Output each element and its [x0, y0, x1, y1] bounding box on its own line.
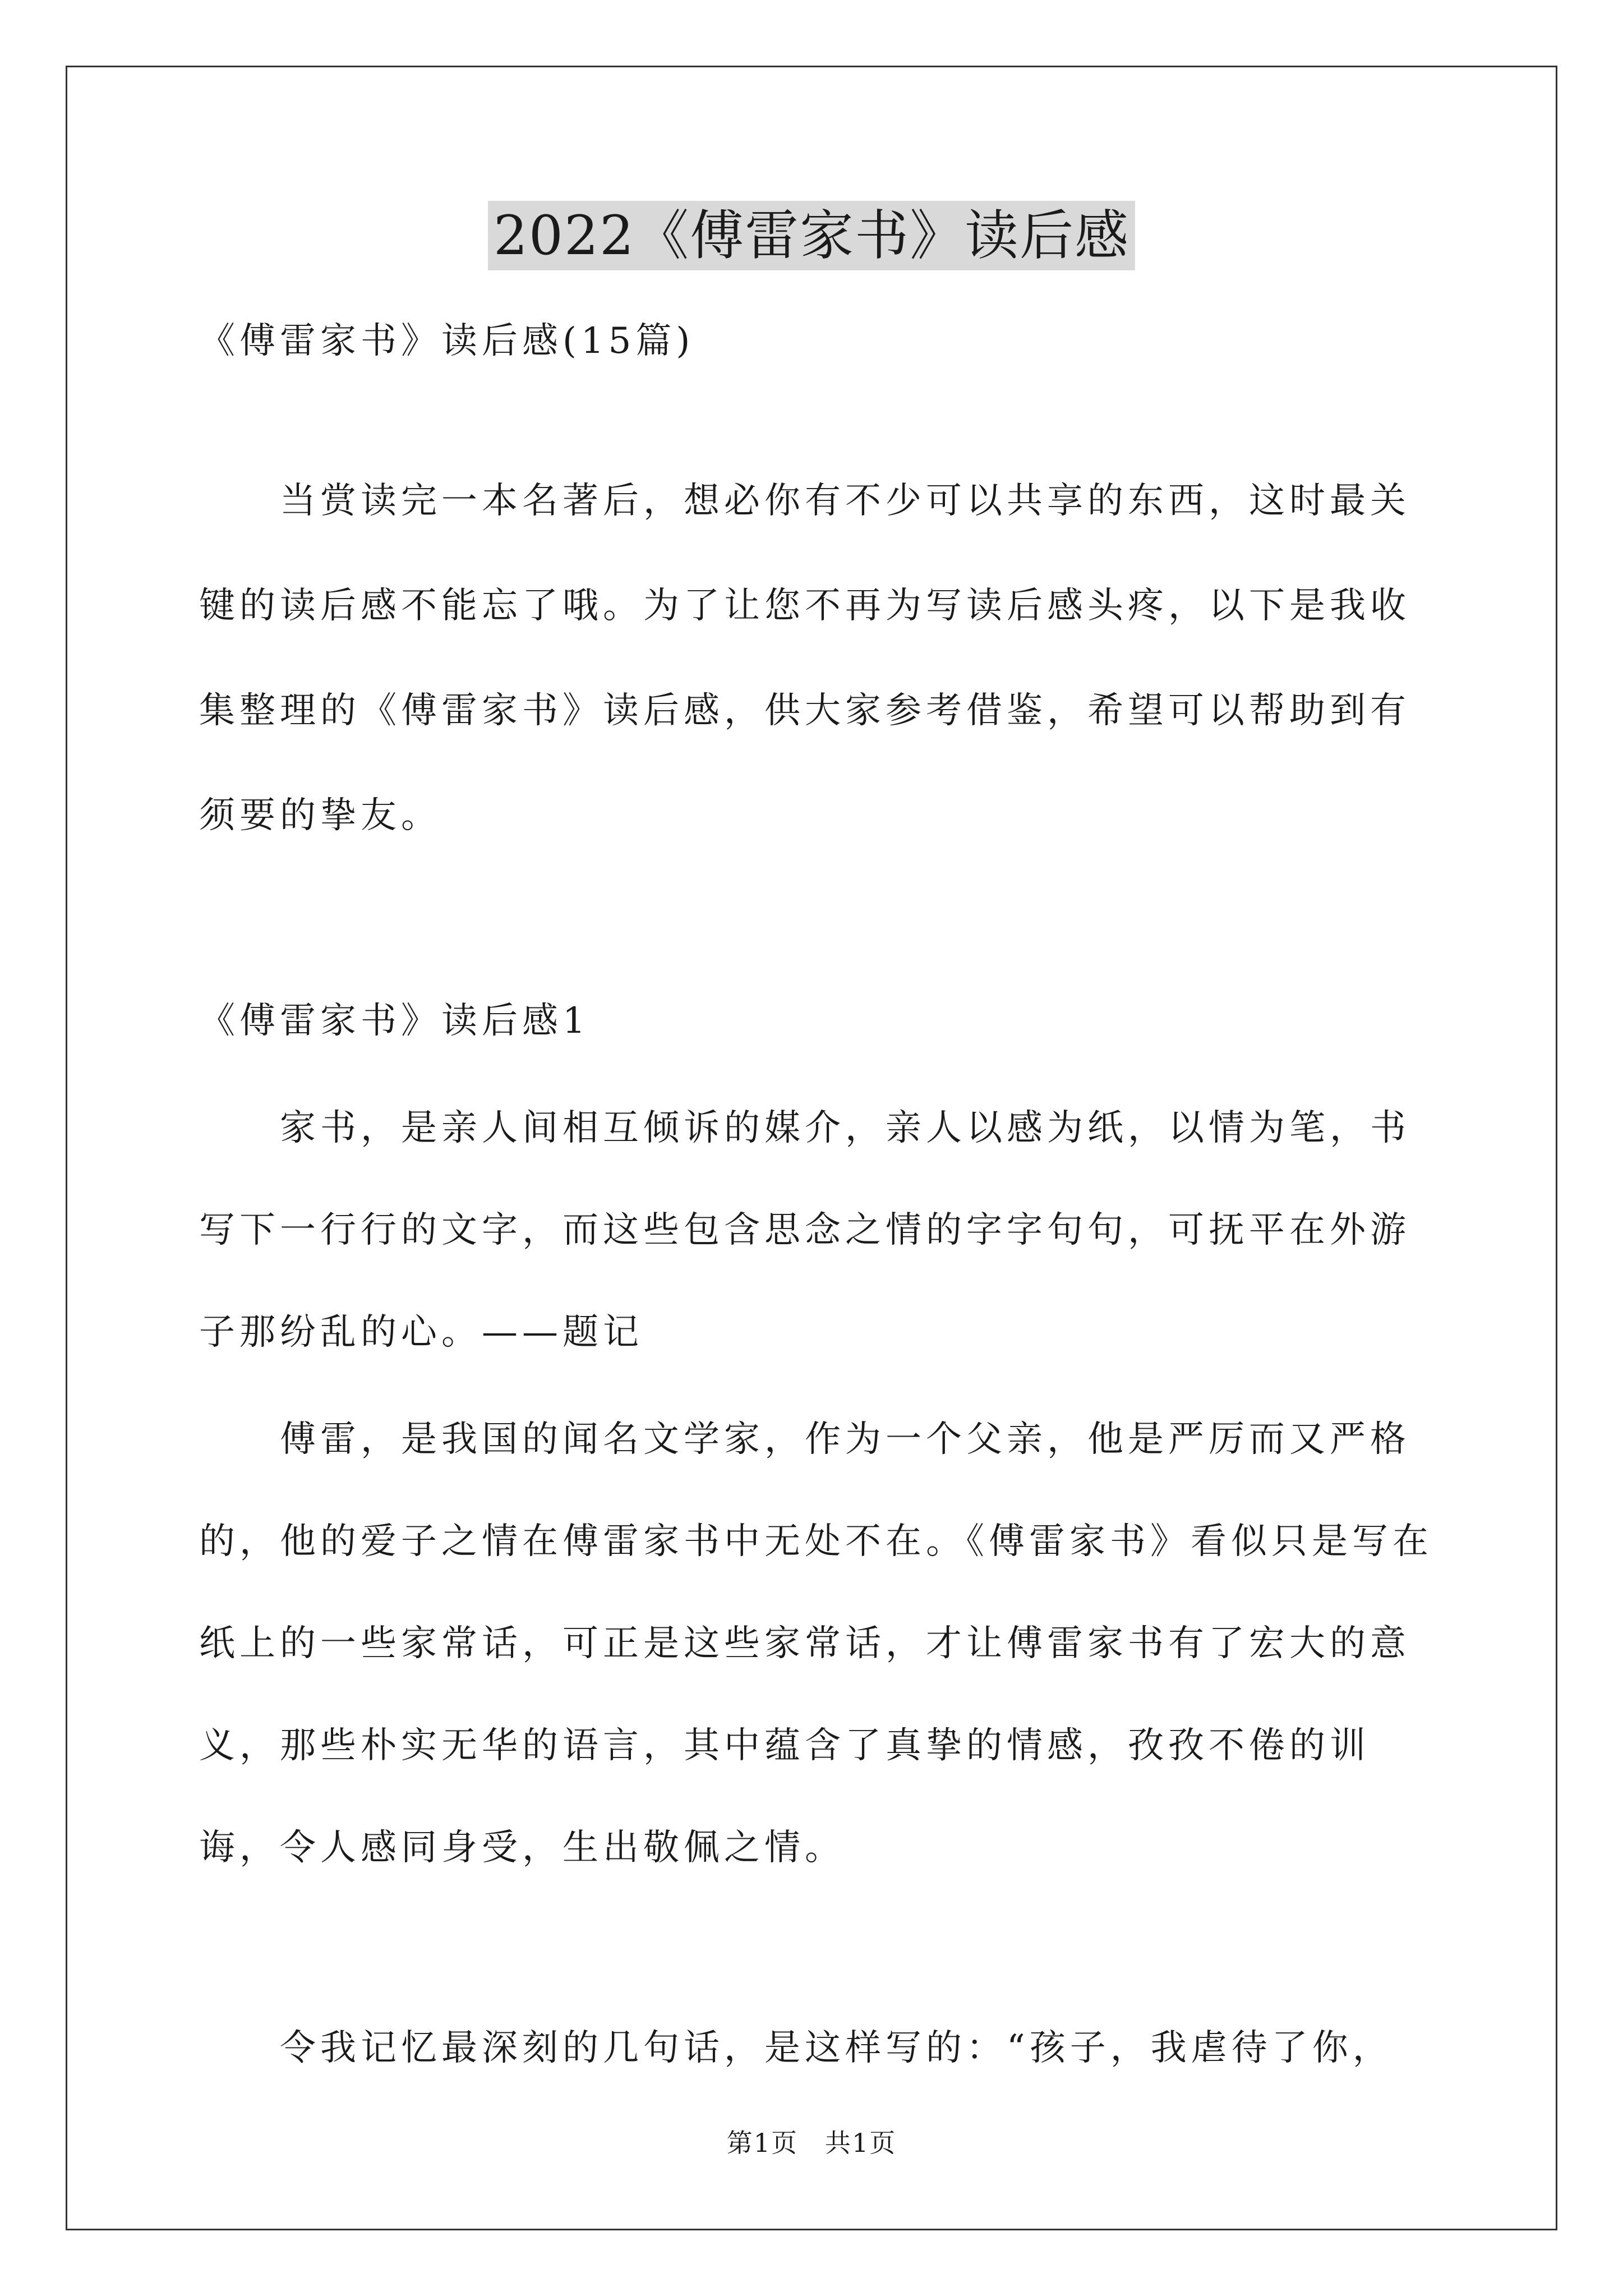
document-subtitle: 《傅雷家书》读后感(15篇) [199, 320, 695, 362]
intro-paragraph: 当赏读完一本名著后，想必你有不少可以共享的东西，这时最关键的读后感不能忘了哦。为了让您不再为写读后感头疼，以下是我收集整理的《傅雷家书》读后感，供大家参考借鉴，希望可以帮助到有须要的挚友。 [199, 480, 1410, 836]
document-title-text: 2022《傅雷家书》读后感 [488, 201, 1135, 270]
body-paragraph: 傅雷，是我国的闻名文学家，作为一个父亲，他是严厉而又严格的，他的爱子之情在傅雷家书中无处不在。《傅雷家书》看似只是写在纸上的一些家常话，可正是这些家常话，才让傅雷家书有了宏大的意义，那些朴实无华的语言，其中蕴含了真挚的情感，孜孜不倦的训诲，令人感同身受，生出敬佩之情。 [199, 1419, 1433, 1869]
body-paragraph: 令我记忆最深刻的几句话，是这样写的：“孩子，我虐待了你， [280, 2027, 1393, 2069]
page-number-footer: 第1页 共1页 [726, 2128, 897, 2158]
section-heading: 《傅雷家书》读后感1 [199, 1000, 590, 1042]
body-paragraph: 家书，是亲人间相互倾诉的媒介，亲人以感为纸，以情为笔，书写下一行行的文字，而这些包含思念之情的字字句句，可抚平在外游子那纷乱的心。——题记 [199, 1107, 1410, 1353]
document-title [0, 196, 1623, 275]
